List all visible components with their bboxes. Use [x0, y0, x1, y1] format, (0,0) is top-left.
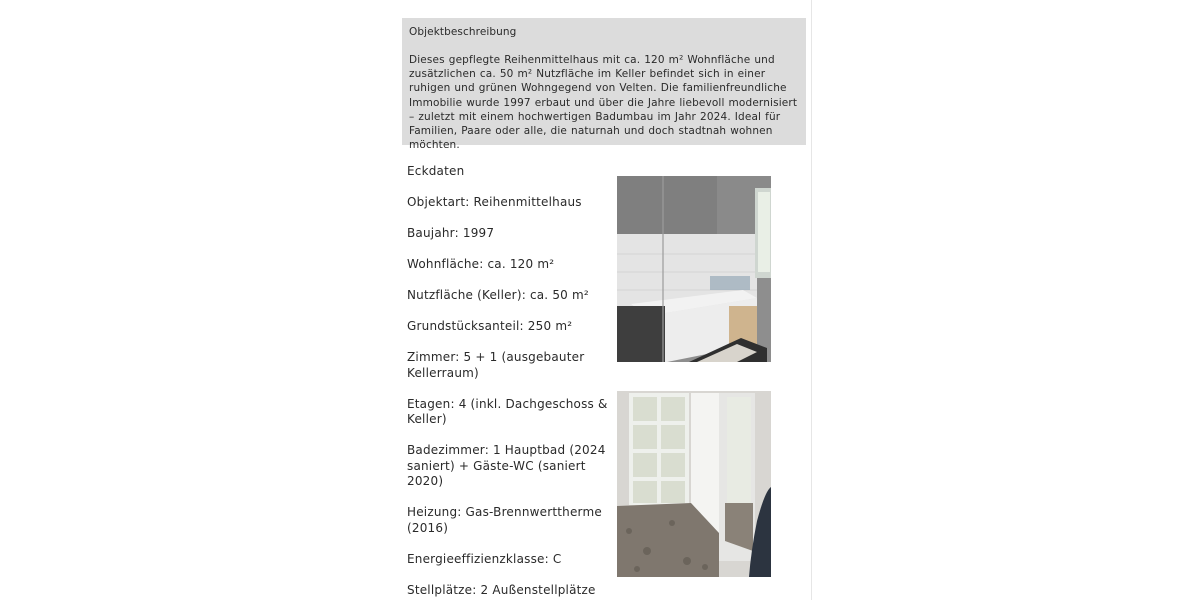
property-description-box [402, 18, 806, 152]
fact-year-built: Baujahr: 1997 [407, 226, 495, 240]
hallway-image [617, 391, 771, 577]
fact-rooms: Zimmer: 5 + 1 (ausgebauter Kellerraum) [407, 350, 585, 380]
fact-property-type: Objektart: Reihenmittelhaus [407, 195, 582, 209]
fact-bathrooms: Badezimmer: 1 Hauptbad (2024 saniert) + Gäste-WC (saniert 2020) [407, 443, 606, 488]
fact-living-area: Wohnfläche: ca. 120 m² [407, 257, 555, 271]
fact-energy-class: Energieeffizienzklasse: C [407, 551, 562, 566]
hallway-photo[interactable] [617, 391, 771, 577]
bathroom-photo[interactable] [617, 176, 771, 362]
description-text: Dieses gepflegte Reihenmittelhaus mit ca. 120 m² Wohnfläche und zusätzlichen ca. 50 m² Nutzfläche im Keller befindet sich in einer ruhigen und grünen Wohngegend von Velten. Die familienfreundliche Immobilie wurde 1997 erbaut und über die Jahre liebevoll modernisiert – zuletzt mit einem hochwertigen Badumbau im Jahr 2024. Ideal für Familien, Paare oder alle, die naturnah und doch stadtnah wohnen möchten. [409, 54, 798, 152]
content-divider [811, 0, 812, 600]
key-facts-list [407, 164, 612, 614]
fact-usable-area: Nutzfläche (Keller): ca. 50 m² [407, 288, 589, 302]
bathroom-image [617, 176, 771, 362]
fact-heating: Heizung: Gas-Brennwerttherme (2016) [407, 505, 602, 535]
facts-title: Eckdaten [407, 164, 465, 178]
fact-parking: Stellplätze: 2 Außenstellplätze [407, 582, 596, 597]
description-title: Objektbeschreibung [409, 26, 517, 38]
fact-floors: Etagen: 4 (inkl. Dachgeschoss & Keller) [407, 396, 608, 426]
fact-plot-share: Grundstücksanteil: 250 m² [407, 319, 573, 333]
